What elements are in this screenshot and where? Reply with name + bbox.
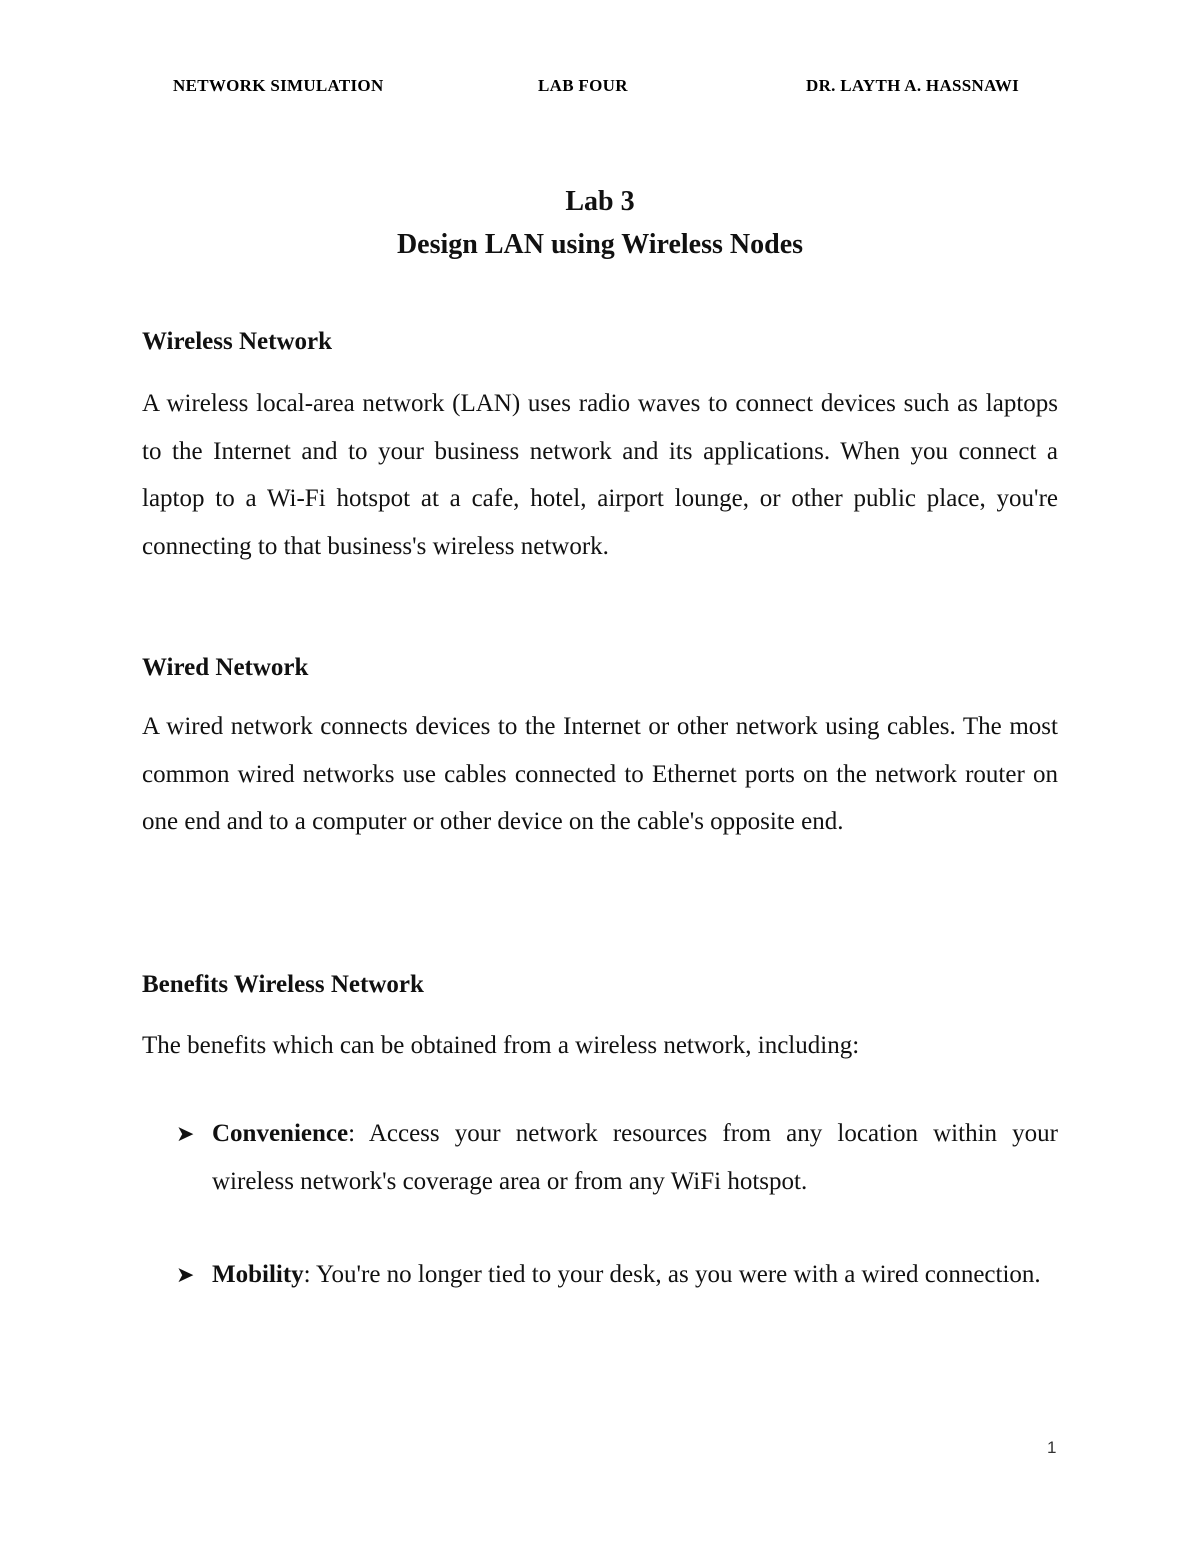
- running-header: [0, 76, 1200, 100]
- paragraph-wired-network: A wired network connects devices to the Internet or other network using cables. The most common wired networks use cables connected to Ethernet ports on the network router on one end and to a computer or other device on the cable's opposite end.: [142, 713, 1058, 835]
- title-lab-number: Lab 3: [565, 186, 635, 217]
- page-number: 1: [1047, 1438, 1057, 1457]
- heading-benefits-wireless: Benefits Wireless Network: [142, 971, 424, 998]
- heading-wireless-network: Wireless Network: [142, 328, 333, 355]
- benefit-item-convenience: [142, 1110, 1058, 1205]
- header-author: DR. LAYTH A. HASSNAWI: [806, 76, 1020, 95]
- benefit-description: : You're no longer tied to your desk, as you were with a wired connection.: [303, 1261, 1041, 1288]
- header-lab-number: LAB FOUR: [538, 76, 628, 95]
- benefit-text: [212, 1110, 1058, 1205]
- benefit-text: [212, 1251, 1058, 1299]
- benefit-term: Convenience: [212, 1120, 349, 1147]
- document-title: [0, 180, 1200, 266]
- header-course-name: NETWORK SIMULATION: [173, 76, 384, 95]
- heading-wired-network: Wired Network: [142, 654, 309, 681]
- benefit-item-mobility: [142, 1251, 1058, 1299]
- title-subject: Design LAN using Wireless Nodes: [396, 229, 804, 260]
- paragraph-benefits-intro: The benefits which can be obtained from a wireless network, including:: [142, 1032, 860, 1059]
- arrowhead-bullet-icon: ➤: [176, 1121, 195, 1146]
- benefit-term: Mobility: [212, 1261, 304, 1288]
- benefit-description: : Access your network resources from any location within your wireless network's coverage area or from any WiFi hotspot.: [212, 1120, 1058, 1195]
- paragraph-wireless-network: A wireless local-area network (LAN) uses radio waves to connect devices such as laptops to the Internet and to your business network and its applications. When you connect a laptop to a Wi-Fi hotspot at a cafe, hotel, airport lounge, or other public place, you're connecting to that business's wireless network.: [142, 390, 1058, 560]
- arrowhead-bullet-icon: ➤: [176, 1262, 195, 1287]
